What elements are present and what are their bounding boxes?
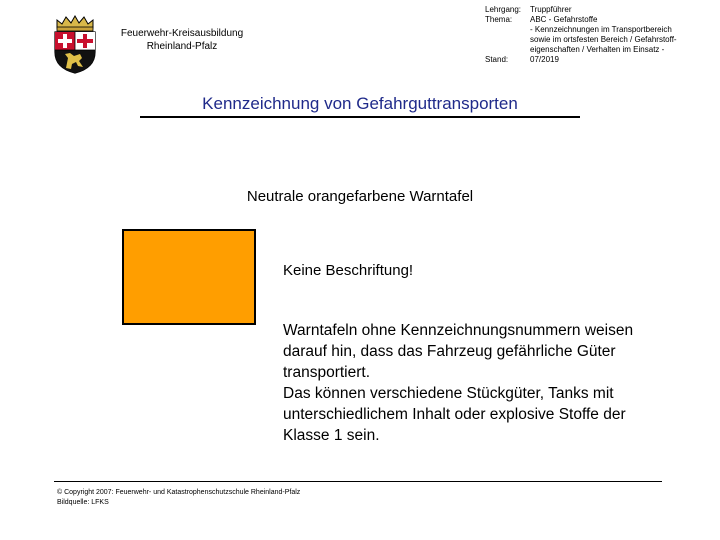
topic-line-3: sowie im ortsfesten Bereich / Gefahrstoff-	[530, 35, 677, 44]
footer-divider	[54, 481, 662, 482]
topic-label: Thema:	[485, 15, 513, 24]
footer	[57, 488, 300, 508]
topic-line-1: ABC - Gefahrstoffe	[530, 15, 598, 24]
course-info	[485, 5, 717, 65]
course-value: Truppführer	[530, 5, 572, 14]
orange-warning-plate	[122, 229, 256, 325]
description-line: Warntafeln ohne Kennzeichnungsnummern weisen	[283, 322, 634, 339]
plate-note: Keine Beschriftung!	[283, 262, 414, 279]
date-value: 07/2019	[530, 55, 559, 64]
topic-line-2: - Kennzeichnungen im Transportbereich	[530, 25, 672, 34]
course-label: Lehrgang:	[485, 5, 522, 14]
page-title: Kennzeichnung von Gefahrguttransporten	[202, 94, 518, 113]
description-line: transportiert.	[283, 364, 371, 381]
slide-subtitle: Neutrale orangefarbene Warntafel	[246, 188, 474, 205]
organization-name	[112, 27, 252, 53]
description-line: darauf hin, dass das Fahrzeug gefährliche Güter	[283, 343, 616, 360]
date-label: Stand:	[485, 55, 509, 64]
image-source-text: Bildquelle: LFKS	[57, 499, 109, 506]
description-text	[283, 320, 703, 446]
header-divider	[140, 116, 580, 118]
description-line: unterschiedlichem Inhalt oder explosive Stoffe der	[283, 406, 626, 423]
organization-line-1: Feuerwehr-Kreisausbildung	[120, 28, 244, 39]
description-line: Klasse 1 sein.	[283, 427, 380, 444]
rhineland-palatinate-coat-of-arms-icon	[50, 14, 100, 74]
copyright-text: © Copyright 2007: Feuerwehr- und Katastrophenschutzschule Rheinland-Pfalz	[57, 489, 301, 496]
description-line: Das können verschiedene Stückgüter, Tanks mit	[283, 385, 614, 402]
organization-line-2: Rheinland-Pfalz	[146, 41, 218, 52]
topic-line-4: eigenschaften / Verhalten im Einsatz -	[530, 45, 665, 54]
